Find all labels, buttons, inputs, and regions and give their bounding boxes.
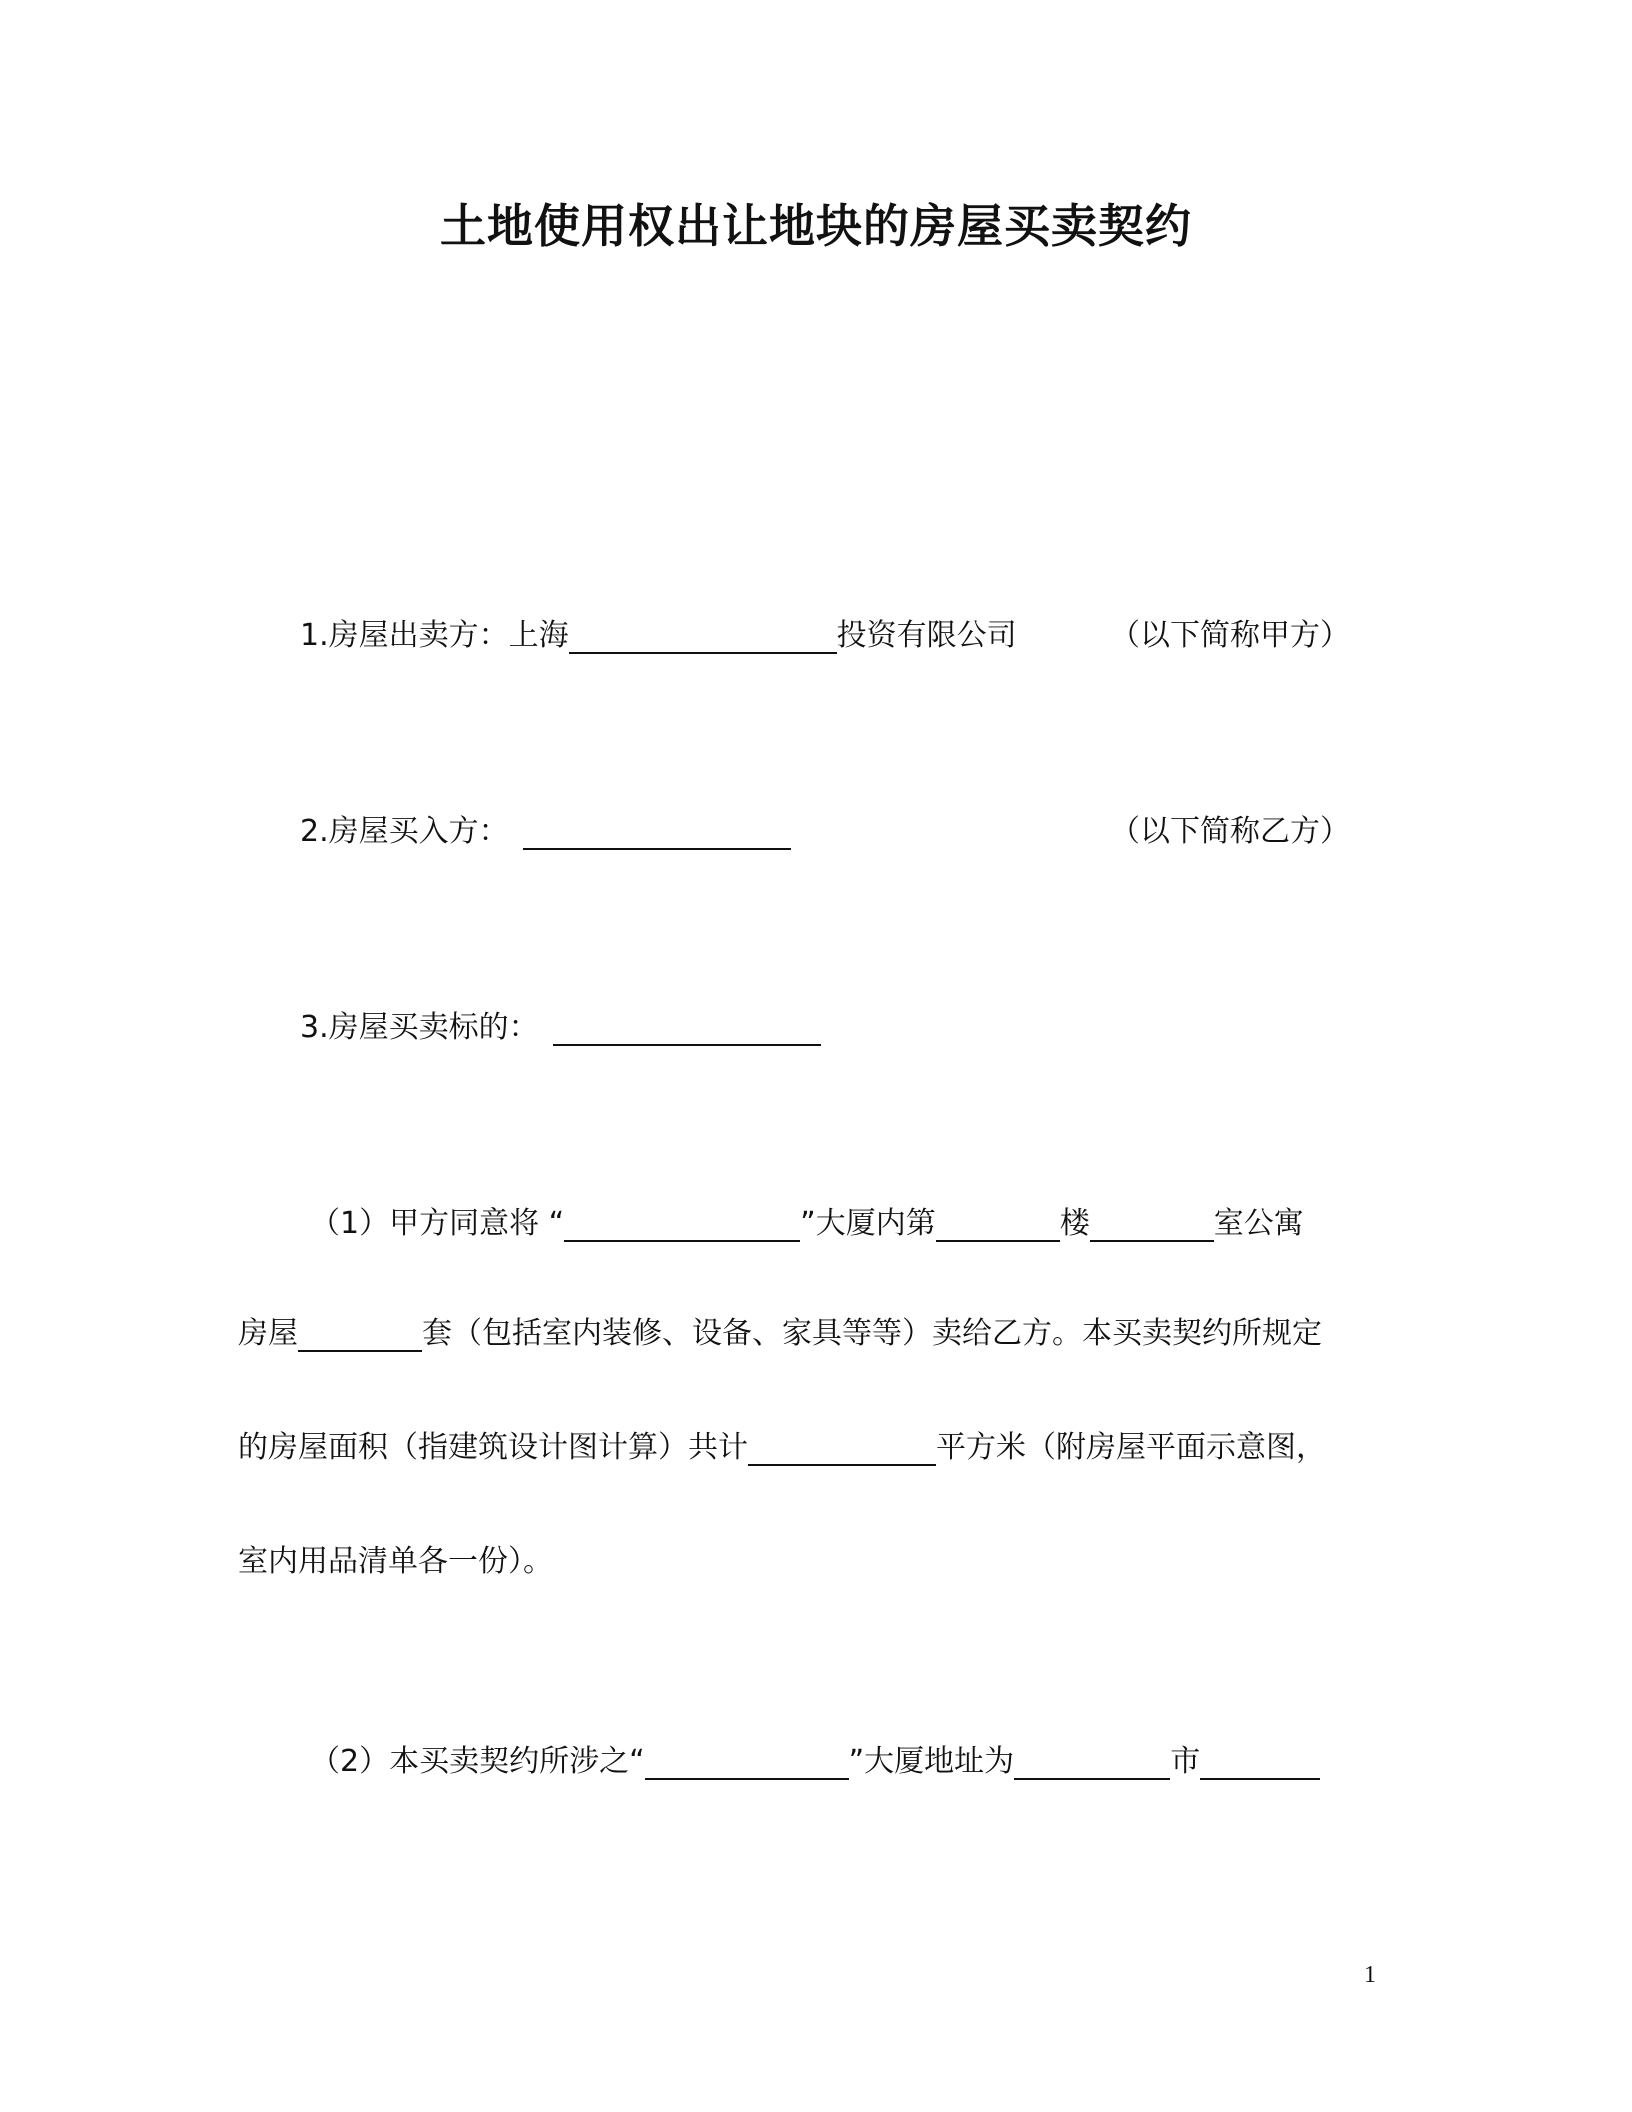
page-number: 1 bbox=[1364, 1962, 1376, 1988]
buyer-alias: （以下简称乙方） bbox=[1110, 814, 1350, 849]
clause1-line2-part2: 套（包括室内装修、设备、家具等等）卖给乙方。本买卖契约所规定 bbox=[422, 1316, 1322, 1351]
floor-blank[interactable] bbox=[936, 1210, 1060, 1242]
clause2-part1: （2）本买卖契约所涉之“ bbox=[310, 1744, 645, 1779]
seller-alias: （以下简称甲方） bbox=[1110, 618, 1350, 653]
area-blank[interactable] bbox=[748, 1434, 936, 1466]
clause1-line1 bbox=[310, 1204, 1304, 1244]
clause1-part4: 室公寓 bbox=[1213, 1206, 1304, 1241]
clause1-line3-part2: 平方米（附房屋平面示意图， bbox=[936, 1430, 1326, 1465]
clause2-part3: 市 bbox=[1170, 1744, 1201, 1779]
seller-label: 1.房屋出卖方：上海 bbox=[300, 618, 569, 653]
city-blank[interactable] bbox=[1014, 1748, 1170, 1780]
clause1-part1: （1）甲方同意将 “ bbox=[310, 1206, 565, 1241]
subject-label: 3.房屋买卖标的： bbox=[300, 1010, 539, 1045]
clause1-line3-part1: 的房屋面积（指建筑设计图计算）共计 bbox=[238, 1430, 748, 1465]
clause1-part3: 楼 bbox=[1059, 1206, 1090, 1241]
clause2-part2: ”大厦地址为 bbox=[848, 1744, 1015, 1779]
building-name-blank[interactable] bbox=[564, 1210, 800, 1242]
clause2-line1 bbox=[310, 1742, 1320, 1782]
seller-name-blank[interactable] bbox=[569, 622, 837, 654]
seller-line bbox=[300, 616, 1017, 656]
buyer-name-blank[interactable] bbox=[523, 818, 791, 850]
clause2-building-blank[interactable] bbox=[645, 1748, 849, 1780]
clause1-line4: 室内用品清单各一份）。 bbox=[238, 1544, 553, 1579]
room-blank[interactable] bbox=[1090, 1210, 1214, 1242]
subject-blank[interactable] bbox=[553, 1014, 821, 1046]
clause1-part2: ”大厦内第 bbox=[800, 1206, 936, 1241]
clause1-line2 bbox=[238, 1314, 1322, 1354]
clause1-line3 bbox=[238, 1428, 1326, 1468]
buyer-line bbox=[300, 812, 791, 852]
clause1-line2-part1: 房屋 bbox=[238, 1316, 298, 1351]
buyer-label: 2.房屋买入方： bbox=[300, 814, 509, 849]
seller-company-suffix: 投资有限公司 bbox=[836, 618, 1017, 653]
document-title: 土地使用权出让地块的房屋买卖契约 bbox=[440, 199, 1192, 253]
district-blank[interactable] bbox=[1200, 1748, 1320, 1780]
subject-line bbox=[300, 1008, 821, 1048]
unit-count-blank[interactable] bbox=[298, 1320, 422, 1352]
